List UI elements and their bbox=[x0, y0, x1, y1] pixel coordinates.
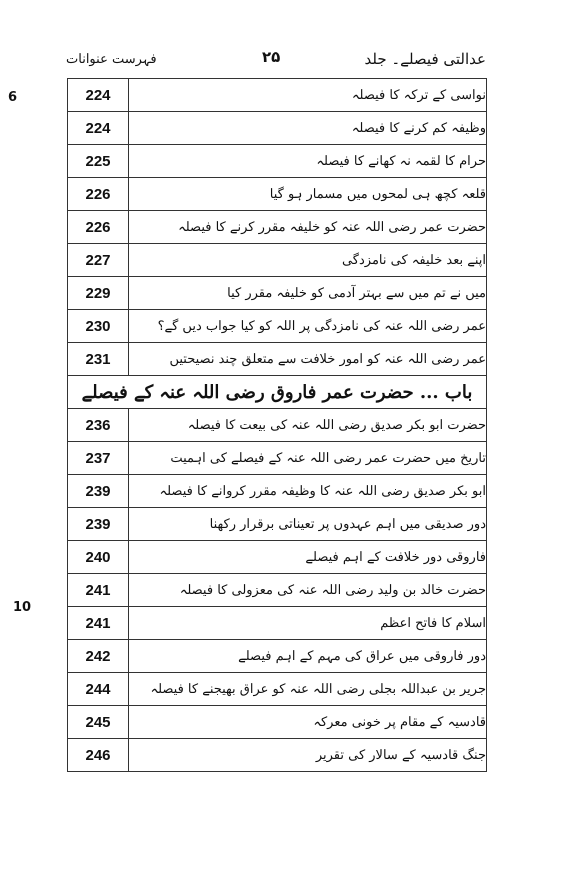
section-title: فہرست عنوانات bbox=[66, 52, 157, 67]
title-cell: جریر بن عبداللہ بجلی رضی اللہ عنہ کو عراق بھیجنے کا فیصلہ bbox=[129, 673, 487, 706]
page-cell: 231 bbox=[68, 343, 129, 376]
page-cell: 229 bbox=[68, 277, 129, 310]
table-row bbox=[68, 343, 487, 376]
table-row bbox=[68, 409, 487, 442]
page-cell: 224 bbox=[68, 112, 129, 145]
title-cell: عمر رضی اللہ عنہ کی نامزدگی پر اللہ کو کیا جواب دیں گے؟ bbox=[129, 310, 487, 343]
table-row bbox=[68, 673, 487, 706]
table-row bbox=[68, 79, 487, 112]
page-cell: 239 bbox=[68, 508, 129, 541]
page-cell: 246 bbox=[68, 739, 129, 772]
contents-table bbox=[67, 78, 487, 772]
table-row bbox=[68, 607, 487, 640]
title-cell: جنگ قادسیہ کے سالار کی تقریر bbox=[129, 739, 487, 772]
title-cell: عمر رضی اللہ عنہ کو امور خلافت سے متعلق چند نصیحتیں bbox=[129, 343, 487, 376]
page-cell: 241 bbox=[68, 574, 129, 607]
title-cell: وظیفہ کم کرنے کا فیصلہ bbox=[129, 112, 487, 145]
page-cell: 225 bbox=[68, 145, 129, 178]
table-row bbox=[68, 112, 487, 145]
title-cell: میں نے تم میں سے بہتر آدمی کو خلیفہ مقرر کیا bbox=[129, 277, 487, 310]
margin-number-top: 6 bbox=[8, 90, 18, 105]
title-cell: تاریخ میں حضرت عمر رضی اللہ عنہ کے فیصلے کی اہمیت bbox=[129, 442, 487, 475]
page-cell: 237 bbox=[68, 442, 129, 475]
table-row bbox=[68, 310, 487, 343]
title-cell: حضرت عمر رضی اللہ عنہ کو خلیفہ مقرر کرنے کا فیصلہ bbox=[129, 211, 487, 244]
title-cell: دور صدیقی میں اہم عہدوں پر تعیناتی برقرار رکھنا bbox=[129, 508, 487, 541]
table-row bbox=[68, 178, 487, 211]
page-cell: 226 bbox=[68, 178, 129, 211]
page-cell: 242 bbox=[68, 640, 129, 673]
page-header bbox=[66, 50, 486, 72]
table-row bbox=[68, 706, 487, 739]
table-row bbox=[68, 508, 487, 541]
page-cell: 236 bbox=[68, 409, 129, 442]
book-title: عدالتی فیصلے۔ جلد bbox=[364, 50, 486, 68]
title-cell: حضرت ابو بکر صدیق رضی اللہ عنہ کی بیعت کا فیصلہ bbox=[129, 409, 487, 442]
chapter-heading: باب ... حضرت عمر فاروق رضی اللہ عنہ کے فیصلے bbox=[68, 376, 487, 409]
page-cell: 239 bbox=[68, 475, 129, 508]
page-number: ۲۵ bbox=[262, 48, 281, 66]
page-cell: 244 bbox=[68, 673, 129, 706]
title-cell: حضرت خالد بن ولید رضی اللہ عنہ کی معزولی کا فیصلہ bbox=[129, 574, 487, 607]
title-cell: دور فاروقی میں عراق کی مہم کے اہم فیصلے bbox=[129, 640, 487, 673]
page-cell: 245 bbox=[68, 706, 129, 739]
table-row bbox=[68, 211, 487, 244]
table-row bbox=[68, 277, 487, 310]
page-cell: 224 bbox=[68, 79, 129, 112]
table-row bbox=[68, 739, 487, 772]
page-cell: 226 bbox=[68, 211, 129, 244]
margin-number-middle: 10 bbox=[13, 600, 32, 615]
table-row bbox=[68, 145, 487, 178]
page-cell: 241 bbox=[68, 607, 129, 640]
table-row bbox=[68, 640, 487, 673]
page-cell: 227 bbox=[68, 244, 129, 277]
table-row bbox=[68, 541, 487, 574]
title-cell: اسلام کا فاتح اعظم bbox=[129, 607, 487, 640]
title-cell: حرام کا لقمہ نہ کھانے کا فیصلہ bbox=[129, 145, 487, 178]
page-cell: 240 bbox=[68, 541, 129, 574]
table-row bbox=[68, 244, 487, 277]
page-cell: 230 bbox=[68, 310, 129, 343]
title-cell: فاروقی دور خلافت کے اہم فیصلے bbox=[129, 541, 487, 574]
title-cell: قلعہ کچھ ہی لمحوں میں مسمار ہو گیا bbox=[129, 178, 487, 211]
chapter-row bbox=[68, 376, 487, 409]
table-row bbox=[68, 475, 487, 508]
title-cell: اپنے بعد خلیفہ کی نامزدگی bbox=[129, 244, 487, 277]
title-cell: قادسیہ کے مقام پر خونی معرکہ bbox=[129, 706, 487, 739]
table-row bbox=[68, 574, 487, 607]
title-cell: ابو بکر صدیق رضی اللہ عنہ کا وظیفہ مقرر کروانے کا فیصلہ bbox=[129, 475, 487, 508]
table-row bbox=[68, 442, 487, 475]
title-cell: نواسی کے ترکہ کا فیصلہ bbox=[129, 79, 487, 112]
